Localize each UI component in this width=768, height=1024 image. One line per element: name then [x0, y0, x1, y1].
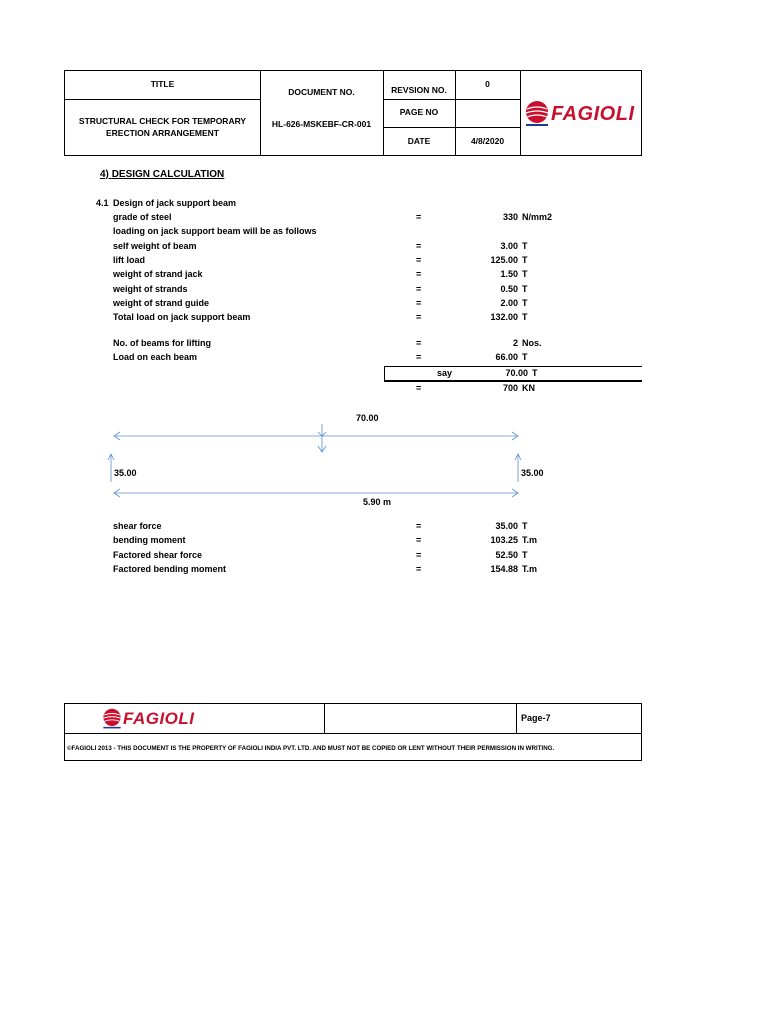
- row-unit: T: [522, 312, 528, 323]
- row-label: loading on jack support beam will be as follows: [113, 226, 317, 237]
- span-value: 5.90: [363, 497, 381, 507]
- row-label: Factored bending moment: [113, 563, 227, 574]
- copyright-notice: ©FAGIOLI 2013 - THIS DOCUMENT IS THE PROPERTY OF FAGIOLI INDIA PVT. LTD. AND MUST NOT BE COPIED OR LENT WITHOUT THEIR PERMISSION IN WRITING.: [67, 745, 555, 752]
- row-label: grade of steel: [113, 212, 172, 222]
- row-label: bending moment: [113, 535, 186, 546]
- row-equals: =: [416, 352, 422, 363]
- say-value: 70.00: [505, 368, 528, 378]
- logo-text: FAGIOLI: [551, 102, 635, 125]
- row-unit: T.m: [522, 535, 538, 546]
- row-value: 103.25: [490, 535, 518, 546]
- row-value: 132.00: [490, 312, 518, 323]
- row-value: 52.50: [495, 549, 518, 560]
- footer-logo-text: FAGIOLI: [123, 709, 195, 728]
- right-reaction-value: 35.00: [521, 468, 544, 478]
- row-label: weight of strands: [113, 283, 188, 294]
- row-unit: T.m: [522, 563, 538, 574]
- revision-label: REVSION NO.: [391, 85, 447, 96]
- date-value: 4/8/2020: [470, 135, 505, 146]
- fagioli-logo: [523, 99, 635, 129]
- row-equals: =: [416, 240, 422, 251]
- row-unit: Nos.: [522, 338, 542, 348]
- page-no-label: PAGE NO: [399, 107, 439, 118]
- row-label: self weight of beam: [113, 240, 197, 251]
- say-label: say: [437, 368, 453, 378]
- row-unit: T: [522, 352, 528, 363]
- row-label: Factored shear force: [113, 549, 203, 560]
- row-equals: =: [416, 521, 422, 531]
- row-unit: T: [522, 240, 528, 251]
- load-value: 70.00: [356, 413, 379, 423]
- kn-unit: KN: [522, 383, 535, 393]
- header-table: [64, 70, 642, 156]
- footer-table: [64, 703, 642, 761]
- row-value: 35.00: [495, 521, 518, 531]
- document-no-label: DOCUMENT NO.: [288, 87, 355, 98]
- page-label: Page-: [521, 713, 546, 723]
- page-no-value: [455, 99, 520, 127]
- span-unit: m: [383, 497, 392, 507]
- row-value: 0.50: [500, 283, 518, 294]
- row-equals: =: [416, 535, 422, 546]
- row-equals: =: [416, 297, 422, 308]
- row-unit: T: [522, 269, 528, 280]
- row-unit: T: [522, 521, 528, 531]
- row-unit: T: [522, 254, 528, 265]
- span-label: [363, 497, 391, 507]
- date-label: DATE: [407, 135, 431, 146]
- row-equals: =: [416, 563, 422, 574]
- subsection-number: 4.1: [96, 198, 109, 208]
- row-equals: =: [416, 283, 422, 294]
- footer-logo: [101, 707, 195, 731]
- row-value: 125.00: [490, 254, 518, 265]
- row-value: 3.00: [500, 240, 518, 251]
- row-label: shear force: [113, 521, 162, 531]
- row-value: 66.00: [495, 352, 518, 363]
- title-line-1: STRUCTURAL CHECK FOR TEMPORARY: [78, 116, 247, 127]
- row-label: weight of strand guide: [113, 297, 209, 308]
- say-unit: T: [532, 368, 538, 378]
- row-label: No. of beams for lifting: [113, 338, 211, 348]
- kn-eq: =: [416, 383, 422, 393]
- row-label: Load on each beam: [113, 352, 198, 363]
- row-value: 154.88: [490, 563, 518, 574]
- globe-icon: [101, 707, 123, 731]
- left-reaction-value: 35.00: [114, 468, 137, 478]
- row-value: 330: [502, 212, 518, 222]
- page-indicator: [521, 713, 551, 723]
- revision-value: 0: [485, 79, 490, 90]
- section-heading: [100, 169, 224, 180]
- row-label: weight of strand jack: [113, 269, 203, 280]
- row-label: lift load: [113, 254, 145, 265]
- row-equals: =: [416, 312, 422, 323]
- row-equals: =: [416, 269, 422, 280]
- kn-value: 700: [502, 383, 518, 393]
- title-line-2: ERECTION ARRANGEMENT: [105, 127, 220, 138]
- globe-icon: [523, 99, 551, 129]
- row-equals: =: [416, 212, 422, 222]
- section-number: 4): [100, 169, 109, 180]
- section-title: DESIGN CALCULATION: [111, 169, 225, 180]
- row-equals: =: [416, 254, 422, 265]
- row-unit: T: [522, 549, 528, 560]
- row-equals: =: [416, 338, 422, 348]
- document-no-value: HL-626-MSKEBF-CR-001: [271, 119, 372, 130]
- page-number: 7: [545, 713, 551, 723]
- beam-diagram: [100, 410, 540, 510]
- row-value: 2: [512, 338, 518, 348]
- row-value: 2.00: [500, 297, 518, 308]
- row-value: 1.50: [500, 269, 518, 280]
- row-unit: T: [522, 283, 528, 294]
- title-value: [65, 99, 260, 156]
- title-label: TITLE: [150, 79, 175, 90]
- subsection-title: Design of jack support beam: [113, 198, 237, 208]
- row-label: Total load on jack support beam: [113, 312, 251, 323]
- row-equals: =: [416, 549, 422, 560]
- row-unit: N/mm2: [522, 212, 553, 222]
- row-unit: T: [522, 297, 528, 308]
